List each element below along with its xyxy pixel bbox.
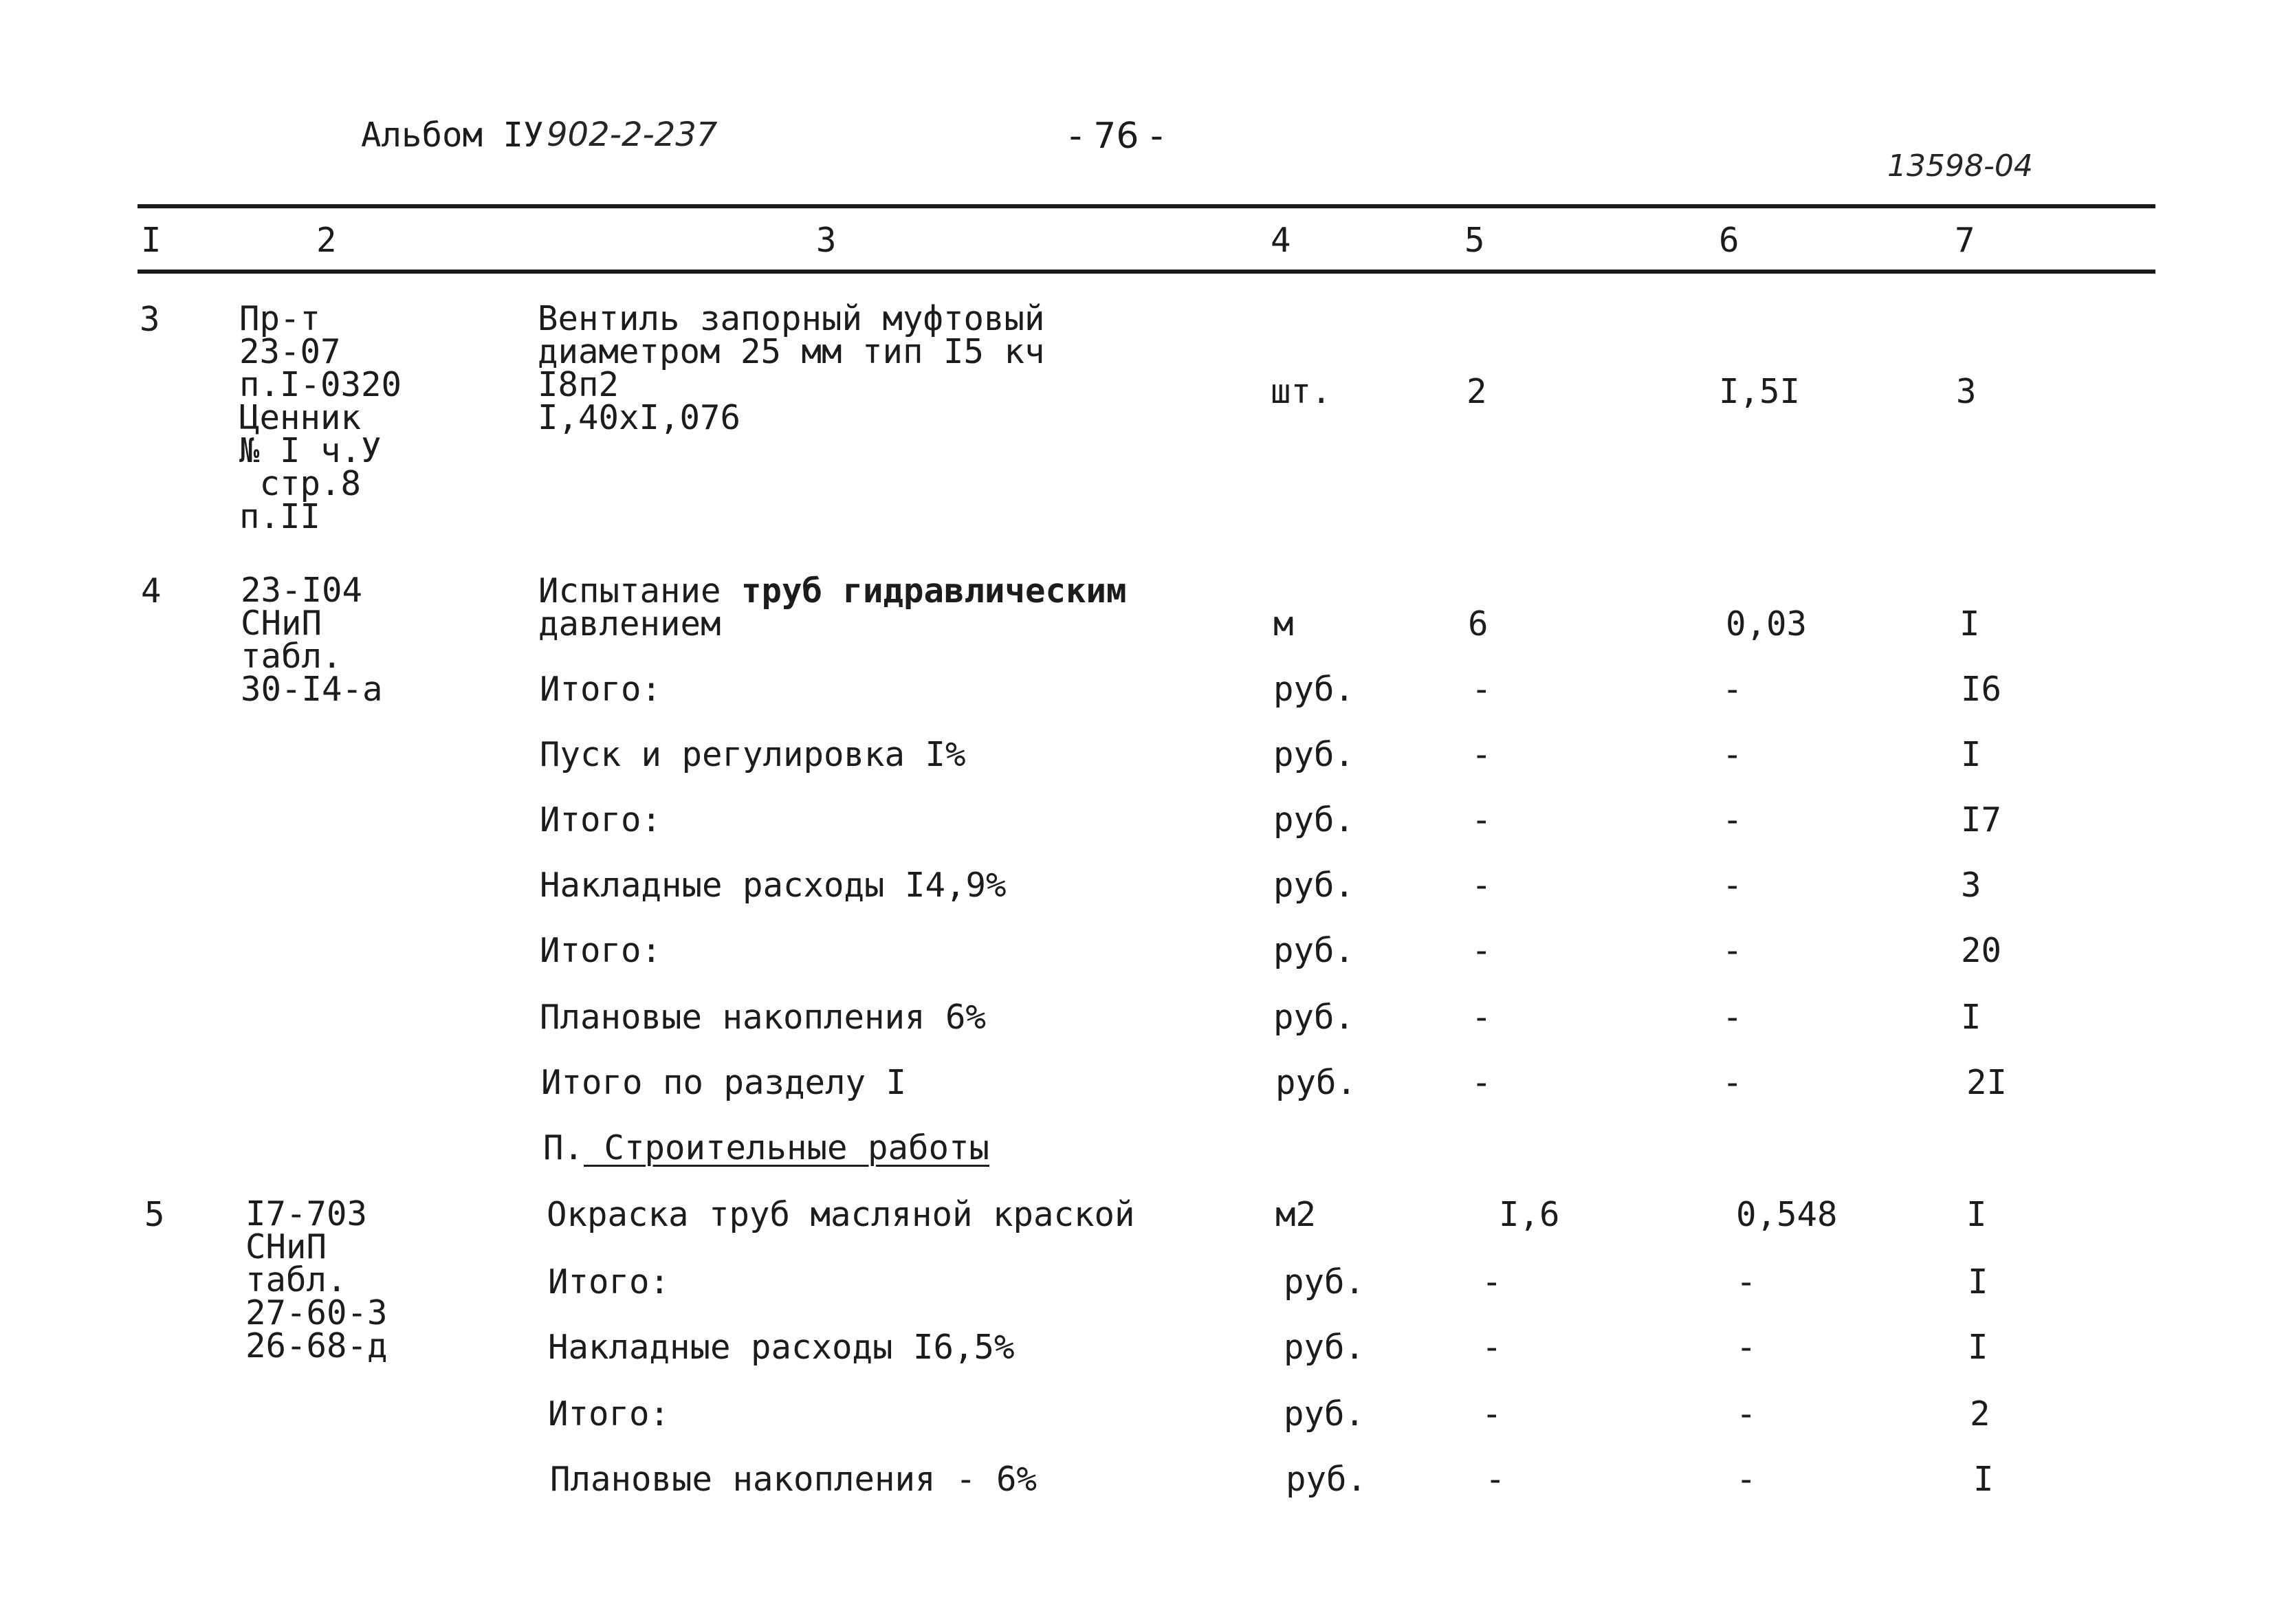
summary-qty: - bbox=[1471, 1063, 1492, 1102]
column-header: I bbox=[141, 221, 162, 260]
summary-price: - bbox=[1722, 735, 1743, 774]
summary-total: I bbox=[1968, 1262, 1988, 1302]
summary-total: I bbox=[1961, 735, 1981, 774]
row-description-cont: давлением bbox=[538, 604, 721, 644]
summary-label: Итого: bbox=[548, 1394, 670, 1434]
page-number: - 76 - bbox=[1069, 116, 1163, 157]
summary-qty: - bbox=[1482, 1262, 1502, 1302]
section-heading bbox=[543, 1128, 990, 1167]
row-price: 0,03 bbox=[1726, 604, 1808, 644]
column-header: 2 bbox=[316, 221, 337, 260]
summary-label: Итого: bbox=[540, 931, 662, 970]
summary-total: I7 bbox=[1961, 800, 2002, 840]
album-number: 902-2-237 bbox=[547, 116, 718, 154]
row-description bbox=[538, 571, 1127, 611]
summary-qty: - bbox=[1482, 1328, 1502, 1367]
summary-label: Плановые накопления 6% bbox=[540, 998, 987, 1037]
description-bold-text: труб гидравлическим bbox=[741, 571, 1127, 611]
row-unit: м2 bbox=[1275, 1195, 1317, 1234]
summary-label: Итого: bbox=[540, 670, 662, 709]
summary-price: - bbox=[1736, 1328, 1757, 1367]
summary-unit: руб. bbox=[1284, 1394, 1365, 1434]
row-total: 3 bbox=[1956, 372, 1977, 411]
summary-qty: - bbox=[1471, 800, 1492, 840]
summary-label: Итого: bbox=[548, 1262, 670, 1302]
row-quantity: 2 bbox=[1467, 372, 1487, 411]
summary-unit: руб. bbox=[1286, 1460, 1368, 1499]
summary-unit: руб. bbox=[1284, 1328, 1365, 1367]
row-number: 5 bbox=[144, 1195, 165, 1234]
summary-unit: руб. bbox=[1273, 735, 1355, 774]
summary-qty: - bbox=[1482, 1394, 1502, 1434]
summary-total: 20 bbox=[1961, 931, 2002, 970]
summary-unit: руб. bbox=[1273, 670, 1355, 709]
summary-label: Итого по разделу I bbox=[541, 1063, 907, 1102]
summary-unit: руб. bbox=[1273, 866, 1355, 905]
column-header: 4 bbox=[1271, 221, 1291, 260]
row-description: Вентиль запорный муфтовый диаметром 25 мм тип I5 кч I8п2 I,40хI,076 bbox=[538, 299, 1045, 438]
row-reference: I7-703 СНиП табл. 27-60-3 26-68-д bbox=[245, 1194, 388, 1366]
summary-price: - bbox=[1736, 1262, 1757, 1302]
summary-price: - bbox=[1722, 998, 1743, 1037]
row-unit: шт. bbox=[1271, 372, 1332, 411]
summary-price: - bbox=[1722, 866, 1743, 905]
summary-label: Плановые накопления - 6% bbox=[550, 1460, 1037, 1499]
summary-total: I bbox=[1968, 1328, 1988, 1367]
summary-qty: - bbox=[1485, 1460, 1506, 1499]
summary-price: - bbox=[1722, 800, 1743, 840]
summary-label: Накладные расходы I6,5% bbox=[548, 1328, 1015, 1367]
row-reference: 23-I04 СНиП табл. 30-I4-а bbox=[241, 571, 383, 710]
summary-price: - bbox=[1736, 1394, 1757, 1434]
row-total: I bbox=[1966, 1195, 1987, 1234]
summary-qty: - bbox=[1471, 735, 1492, 774]
section-number: П. bbox=[543, 1128, 584, 1167]
summary-total: I bbox=[1973, 1460, 1994, 1499]
summary-total: 2 bbox=[1970, 1394, 1990, 1434]
column-header: 3 bbox=[816, 221, 837, 260]
section-title: Строительные работы bbox=[584, 1128, 990, 1167]
summary-label: Накладные расходы I4,9% bbox=[540, 866, 1007, 905]
column-header: 5 bbox=[1464, 221, 1485, 260]
row-number: 3 bbox=[140, 300, 160, 339]
document-code: 13598-04 bbox=[1887, 149, 2033, 184]
row-number: 4 bbox=[141, 571, 162, 611]
column-header: 7 bbox=[1955, 221, 1975, 260]
row-quantity: I,6 bbox=[1499, 1195, 1560, 1234]
summary-qty: - bbox=[1471, 931, 1492, 970]
row-total: I bbox=[1959, 604, 1980, 644]
summary-total: I bbox=[1961, 998, 1981, 1037]
row-quantity: 6 bbox=[1468, 604, 1489, 644]
row-price: 0,548 bbox=[1736, 1195, 1838, 1234]
summary-unit: руб. bbox=[1275, 1063, 1357, 1102]
summary-unit: руб. bbox=[1284, 1262, 1365, 1302]
summary-total: I6 bbox=[1961, 670, 2002, 709]
summary-unit: руб. bbox=[1273, 931, 1355, 970]
summary-price: - bbox=[1736, 1460, 1757, 1499]
summary-qty: - bbox=[1471, 866, 1492, 905]
table-top-rule bbox=[138, 204, 2155, 208]
summary-total: 2I bbox=[1966, 1063, 2008, 1102]
row-description: Окраска труб масляной краской bbox=[547, 1195, 1135, 1234]
album-label: Альбом IУ bbox=[361, 116, 544, 155]
summary-unit: руб. bbox=[1273, 800, 1355, 840]
row-reference: Пр-т 23-07 п.I-0320 Ценник № I ч.У стр.8 п.II bbox=[239, 299, 402, 537]
summary-unit: руб. bbox=[1273, 998, 1355, 1037]
summary-price: - bbox=[1722, 670, 1743, 709]
description-text: Испытание bbox=[538, 571, 742, 611]
summary-qty: - bbox=[1471, 998, 1492, 1037]
summary-total: 3 bbox=[1961, 866, 1981, 905]
summary-price: - bbox=[1722, 931, 1743, 970]
row-price: I,5I bbox=[1719, 372, 1801, 411]
summary-qty: - bbox=[1471, 670, 1492, 709]
column-header: 6 bbox=[1719, 221, 1739, 260]
row-unit: м bbox=[1273, 604, 1294, 644]
summary-price: - bbox=[1722, 1063, 1743, 1102]
summary-label: Итого: bbox=[540, 800, 662, 840]
summary-label: Пуск и регулировка I% bbox=[540, 735, 966, 774]
table-header-bottom-rule bbox=[138, 270, 2155, 274]
